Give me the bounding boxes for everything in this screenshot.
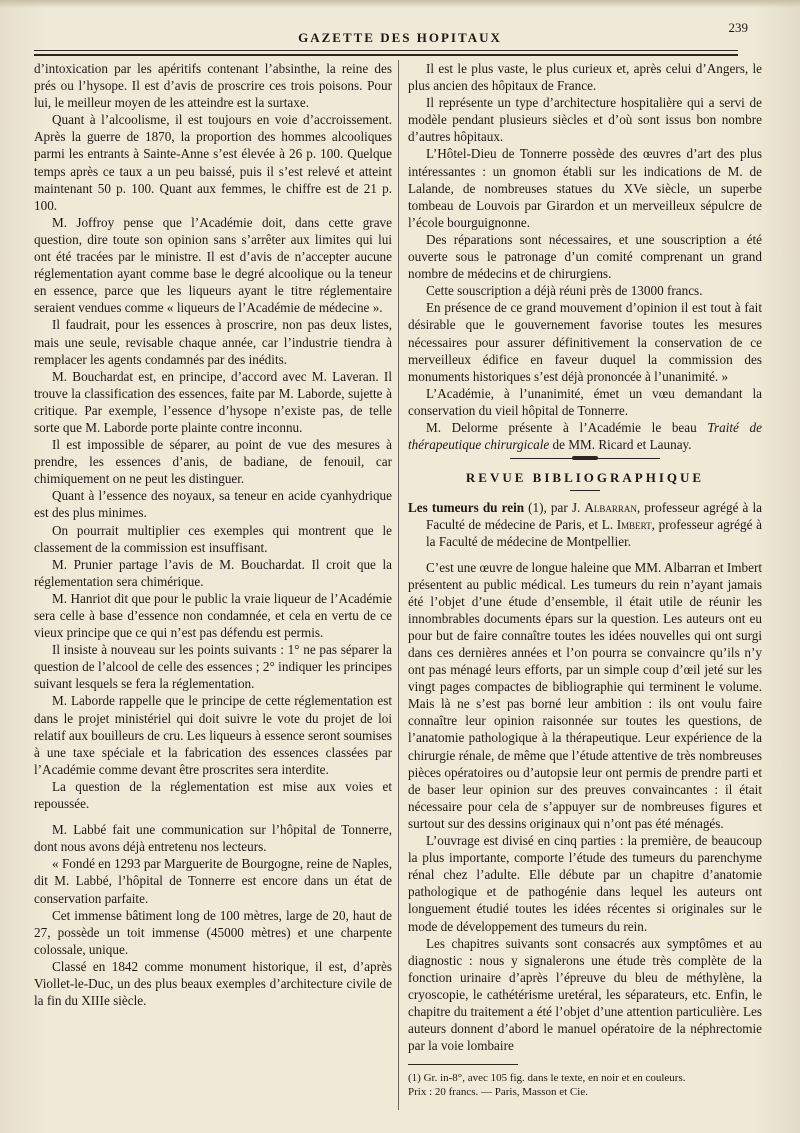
paragraph: Cette souscription a déjà réuni près de 13000 francs. — [426, 283, 703, 299]
book-affiliation-2: , professeur agrégé à la Faculté de médecine de Montpellier. — [426, 517, 762, 550]
paragraph: Il représente un type d’architecture hospitalière qui a servi de modèle pendant plusieurs siècles et d’où sont issus bon nombre d’autres hôpitaux. — [408, 95, 762, 145]
section-separator — [510, 458, 660, 459]
paragraph: Des réparations sont nécessaires, et une souscription a été ouverte sous le patronage d’un comité comprenant un grand nombre de médecins et de chirurgiens. — [408, 231, 762, 282]
review-paragraph: L’ouvrage est divisé en cinq parties : la première, de beaucoup la plus importante, comporte l’étude des tumeurs du parenchyme rénal chez l’adulte. Elle débute par un chapitre d’anatomie pathologique et de pathogénie dans lequel les auteurs ont longuement étudié toutes les idées récentes si originales sur le mode de développement des tumeurs du rein. — [408, 833, 762, 934]
paragraph: M. Hanriot dit que pour le public la vraie liqueur de l’Académie sera celle à base d’essence non condamnée, et cela en vertu de ce vieux principe que ce qui n’est pas défendu est permis. — [34, 590, 392, 641]
book-entry — [408, 499, 762, 550]
page-number: 239 — [728, 20, 748, 35]
section-title-rule — [570, 490, 600, 491]
paragraph: Classé en 1842 comme monument historique, il est, d’après Viollet-le-Duc, un des plus beaux exemples d’architecture civile de la fin du XIIIe siècle. — [34, 958, 392, 1009]
review-paragraph: C’est une œuvre de longue haleine que MM. Albarran et Imbert présentent au public médical. Les tumeurs du rein n’ayant jamais été l’objet d’une étude d’ensemble, il était utile de réunir les innombrables documents épars sur la question. Les auteurs ont eu pour but de faire connaître toutes les idées nouvelles qui ont surgi dans ces dernières années et l’on pourra se convaincre qu’ils n’y ont pas ménagé leurs efforts, par un simple coup d’œil jeté sur les vingt pages compactes de bibliographie qui terminent le volume. Mais là ne s’est pas borné leur ambition : ils ont voulu faire connaître leur opinion raisonnée sur toutes les questions, de l’anatomie pathologique à la thérapeutique. Leur expérience de la chirurgie rénale, de même que l’étude attentive de très nombreuses pièces opératoires ou d’autopsie leur ont permis de prendre parti et de baser leur opinion sur des preuves convaincantes : il était nécessaire pour cela de s’appuyer sur de nombreuses figures et surtout sur des dessins originaux qui n’ont pas été ménagés. — [408, 559, 762, 831]
book-author-2: Imbert — [616, 517, 652, 533]
paragraph: Il insiste à nouveau sur les points suivants : 1° ne pas séparer la question de l’alcool de celle des essences ; 2° indiquer les principes suivant lesquels se fera la réglementation. — [34, 642, 392, 692]
paragraph: M. Joffroy pense que l’Académie doit, dans cette grave question, dire toute son opinion sans s’arrêter aux limites qui lui ont été tracées par le ministre. Il est d’avis de n’accepter aucune réglementation ayant comme base le degré alcoolique ou la teneur en essence, parce que les liqueurs ayant le titre réglementaire seraient vendues comme « liqueurs de l’Académie de médecine ». — [34, 214, 392, 316]
footnote — [408, 1071, 762, 1099]
paragraph: En présence de ce grand mouvement d’opinion il est tout à fait désirable que le gouvernement favorise toutes les mesures nécessaires pour assurer définitivement la conservation de ce merveilleux édifice en faveur duquel la commission des monuments historiques s’est déjà prononcée à l’unanimité. » — [408, 300, 762, 384]
header-rule-thin — [34, 50, 738, 51]
separator-ornament — [572, 456, 598, 460]
delorme-paragraph — [408, 419, 762, 453]
paragraph: On pourrait multiplier ces exemples qui montrent que le classement de la commission est insuffisant. — [34, 522, 392, 555]
review-paragraph: Les chapitres suivants sont consacrés aux symptômes et au diagnostic : nous y signalerons une étude très complète de la fonction urinaire d’après l’épreuve du bleu de méthylène, la cryoscopie, le cathétérisme uretéral, les séparateurs, etc. Enfin, le chapitre du traitement a été l’objet d’une attention particulière. Les auteurs donnent d’abord le manuel opératoire de la néphrectomie par la voie lombaire — [408, 935, 762, 1054]
column-divider — [398, 60, 399, 1110]
paragraph: Quant à l’alcoolisme, il est toujours en voie d’accroissement. Après la guerre de 1870, la proportion des hommes alcooliques parmi les entrants à Sainte-Anne s’est élevée à 26 p. 100. Quelque temps après ce taux a un peu baissé, puis il s’est relevé et atteint maintenant 50 p. 100. Quant aux femmes, le chiffre est de 21 p. 100. — [34, 112, 392, 213]
left-column — [34, 60, 392, 1009]
book-affiliation-1: , professeur agrégé à la Faculté de médecine de Paris, et L. — [426, 500, 762, 533]
book-author-1: Albarran — [584, 500, 637, 516]
header-rule-thick — [34, 54, 738, 56]
paragraph: La question de la réglementation est mise aux voies et repoussée. — [34, 778, 392, 812]
footnote-line-1: (1) Gr. in-8°, avec 105 fig. dans le texte, en noir et en couleurs. — [408, 1072, 686, 1085]
page-header-title: GAZETTE DES HOPITAUX — [298, 30, 502, 45]
footnote-rule — [408, 1064, 518, 1065]
paragraph: « Fondé en 1293 par Marguerite de Bourgogne, reine de Naples, dit M. Labbé, l’hôpital de Tonnerre est encore dans un état de conservation parfaite. — [34, 856, 392, 906]
paragraph: L’Académie, à l’unanimité, émet un vœu demandant la conservation du vieil hôpital de Tonnerre. — [408, 385, 762, 418]
paragraph: L’Hôtel-Dieu de Tonnerre possède des œuvres d’art des plus intéressantes : un gnomon établi sur les indications de M. de Lalande, de nombreuses statues du XVe siècle, un superbe tombeau de Louvois par Girardon et un merveilleux sépulcre de l’école bourguignonne. — [408, 146, 762, 230]
footnote-line-2: Prix : 20 francs. — Paris, Masson et Cie. — [408, 1086, 588, 1099]
paragraph: Quant à l’essence des noyaux, sa teneur en acide cyanhydrique est des plus minimes. — [34, 488, 392, 521]
delorme-text-before: M. Delorme présente à l’Académie le beau — [426, 419, 708, 435]
book-title: Les tumeurs du rein — [408, 500, 525, 516]
book-ref: (1), par J. — [524, 500, 585, 516]
paragraph: M. Bouchardat est, en principe, d’accord avec M. Laveran. Il trouve la classification des essences, faite par M. Laborde, sujette à critique. Par exemple, l’essence d’hysope n’existe pas, de telle sorte que M. Laborde porte plainte contre inconnu. — [34, 368, 392, 435]
paragraph: d’intoxication par les apéritifs contenant l’absinthe, la reine des prés ou l’hysope. Il est d’avis de proscrire ces trois poisons. Pour lui, le meilleur moyen de les atteindre est la surtaxe. — [34, 61, 392, 111]
delorme-text-after: de MM. Ricard et Launay. — [549, 437, 692, 453]
paragraph: M. Laborde rappelle que le principe de cette réglementation est dans le projet ministériel qui doit suivre le vote du projet de loi relatif aux bouilleurs de cru. Les liqueurs à essence seront soumises à une taxe spéciale et la fabrication des essences classées par l’Académie comme devant être proscrites sera interdite. — [34, 693, 392, 777]
paragraph: Il est impossible de séparer, au point de vue des mesures à prendre, les essences d’anis, de badiane, de fenouil, car chimiquement on ne peut les distinguer. — [34, 437, 392, 487]
page-top-shadow — [0, 0, 800, 8]
paragraph: M. Labbé fait une communication sur l’hôpital de Tonnerre, dont nous avons déjà entretenu nos lecteurs. — [34, 822, 392, 855]
delorme-book-title: Traité de thérapeutique chirurgicale — [408, 419, 762, 453]
paragraph: Cet immense bâtiment long de 100 mètres, large de 20, haut de 27, possède un toit immense (45000 mètres) et une charpente colossale, unique. — [34, 907, 392, 957]
right-column — [408, 60, 762, 1099]
paragraph: Il est le plus vaste, le plus curieux et, après celui d’Angers, le plus ancien des hôpitaux de France. — [408, 61, 762, 94]
paragraph: Il faudrait, pour les essences à proscrire, non pas deux listes, mais une seule, revisable chaque année, car l’industrie tiendra à remplacer les agents condamnés par des inédits. — [34, 317, 392, 367]
paragraph: M. Prunier partage l’avis de M. Bouchardat. Il croit que la réglementation sera chimérique. — [34, 556, 392, 589]
section-title: REVUE BIBLIOGRAPHIQUE — [465, 470, 705, 486]
